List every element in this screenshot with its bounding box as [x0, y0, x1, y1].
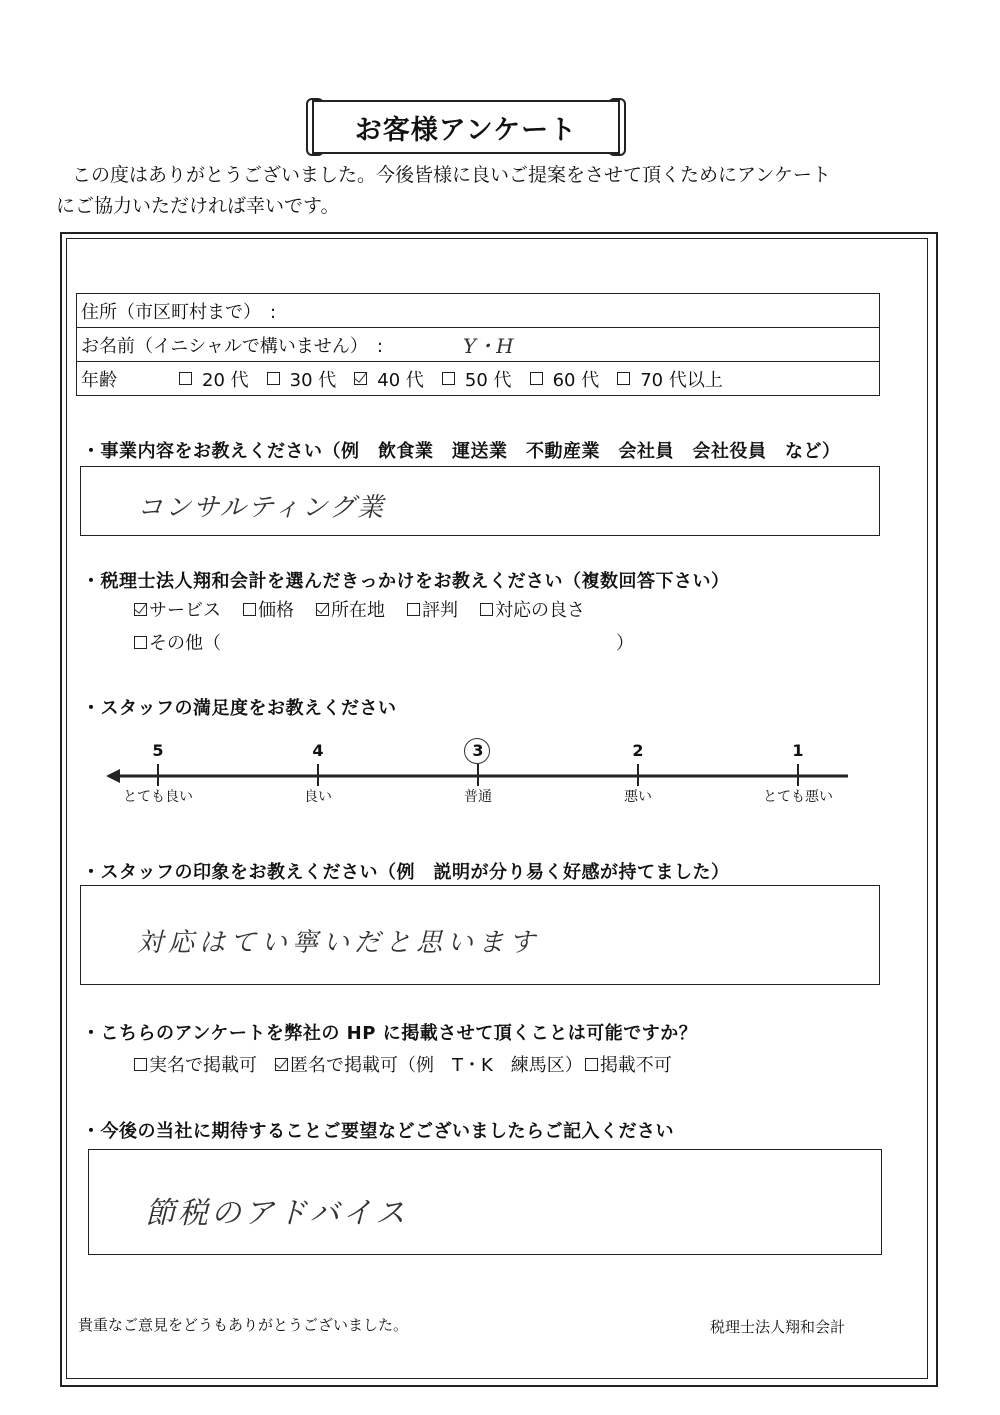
name-label: お名前（イニシャルで構いません） :: [81, 335, 383, 357]
q5-option-no-publish[interactable]: 掲載不可: [585, 1051, 672, 1077]
checked-checkbox-icon[interactable]: [354, 372, 367, 385]
scale-label-4: 良い: [304, 789, 332, 805]
q5-option-real-name[interactable]: 実名で掲載可: [134, 1051, 257, 1077]
q1-answer-box[interactable]: [80, 466, 880, 536]
checkbox-icon[interactable]: [480, 603, 493, 616]
checked-checkbox-icon[interactable]: [316, 603, 329, 616]
age-label: 年齢: [81, 369, 117, 391]
address-row: [77, 294, 879, 328]
q2-option-price[interactable]: 価格: [243, 596, 294, 622]
age-option-60[interactable]: 60 代: [530, 366, 600, 392]
scale-label-2: 悪い: [624, 789, 652, 805]
age-row: [77, 362, 879, 395]
q2-other-close: ）: [616, 633, 634, 654]
checkbox-icon[interactable]: [134, 636, 147, 649]
age-option-40[interactable]: 40 代: [354, 366, 424, 392]
scale-arrow-icon: [106, 769, 120, 783]
scale-label-1: とても悪い: [763, 789, 833, 805]
q4-answer-text: 対応はてい寧いだと思います: [137, 928, 541, 958]
scale-tick-1: [797, 764, 799, 786]
scale-label-5: とても良い: [123, 789, 193, 805]
intro-line-1: この度はありがとうございました。今後皆様に良いご提案をさせて頂くためにアンケート: [72, 164, 831, 186]
footer-company: 税理士法人翔和会計: [710, 1318, 846, 1336]
checkbox-icon[interactable]: [617, 372, 630, 385]
q2-reason-question: ・税理士法人翔和会計を選んだきっかけをお教えください（複数回答下さい）: [82, 571, 730, 592]
checkbox-icon[interactable]: [179, 372, 192, 385]
q6-answer-box[interactable]: [88, 1149, 882, 1255]
age-option-20[interactable]: 20 代: [179, 366, 249, 392]
checked-checkbox-icon[interactable]: [134, 603, 147, 616]
address-label: 住所（市区町村まで） :: [81, 301, 277, 323]
scale-number-1[interactable]: 1: [792, 741, 804, 760]
scale-label-3: 普通: [464, 789, 492, 805]
age-option-50[interactable]: 50 代: [442, 366, 512, 392]
scale-tick-3: [477, 764, 479, 786]
survey-title: お客様アンケート: [312, 100, 620, 154]
q5-options: [134, 1051, 694, 1077]
checkbox-icon[interactable]: [243, 603, 256, 616]
scale-tick-4: [317, 764, 319, 786]
q2-option-other[interactable]: その他（: [134, 629, 221, 655]
checkbox-icon[interactable]: [530, 372, 543, 385]
checkbox-icon[interactable]: [267, 372, 280, 385]
q6-request-question: ・今後の当社に期待することご要望などございましたらご記入ください: [82, 1121, 674, 1142]
q5-option-anonymous[interactable]: 匿名で掲載可（例 T・K 練馬区）: [275, 1051, 583, 1077]
checkbox-icon[interactable]: [585, 1058, 598, 1071]
scale-number-3[interactable]: 3: [472, 741, 484, 760]
respondent-info-table: [76, 293, 880, 396]
q2-options: [134, 596, 607, 622]
name-field[interactable]: Y・H: [462, 334, 514, 358]
q1-answer-text: コンサルティング業: [137, 493, 386, 523]
q3-satisfaction-question: ・スタッフの満足度をお教えください: [82, 698, 397, 719]
q2-option-service[interactable]: サービス: [134, 596, 221, 622]
q4-impression-question: ・スタッフの印象をお教えください（例 説明が分り易く好感が持てました）: [82, 862, 730, 883]
q5-publish-question: ・こちらのアンケートを弊社の HP に掲載させて頂くことは可能ですか？: [82, 1023, 698, 1044]
checkbox-icon[interactable]: [134, 1058, 147, 1071]
age-option-30[interactable]: 30 代: [267, 366, 337, 392]
selected-circle-mark: [464, 738, 490, 764]
footer-thanks: 貴重なご意見をどうもありがとうございました。: [78, 1316, 409, 1334]
scale-number-2[interactable]: 2: [632, 741, 644, 760]
name-row: [77, 328, 879, 362]
checked-checkbox-icon[interactable]: [275, 1058, 288, 1071]
intro-line-2: にご協力いただければ幸いです。: [56, 195, 340, 217]
q6-answer-text: 節税のアドバイス: [145, 1196, 409, 1231]
checkbox-icon[interactable]: [442, 372, 455, 385]
q1-business-question: ・事業内容をお教えください（例 飲食業 運送業 不動産業 会社員 会社役員 など）: [82, 441, 841, 462]
q2-option-location[interactable]: 所在地: [316, 596, 385, 622]
scale-number-4[interactable]: 4: [312, 741, 324, 760]
age-option-70plus[interactable]: 70 代以上: [617, 366, 723, 392]
q2-option-reputation[interactable]: 評判: [407, 596, 458, 622]
scale-tick-5: [157, 764, 159, 786]
scale-number-5[interactable]: 5: [152, 741, 164, 760]
q4-answer-box[interactable]: [80, 885, 880, 985]
checkbox-icon[interactable]: [407, 603, 420, 616]
q2-option-good-response[interactable]: 対応の良さ: [480, 596, 585, 622]
scale-tick-2: [637, 764, 639, 786]
